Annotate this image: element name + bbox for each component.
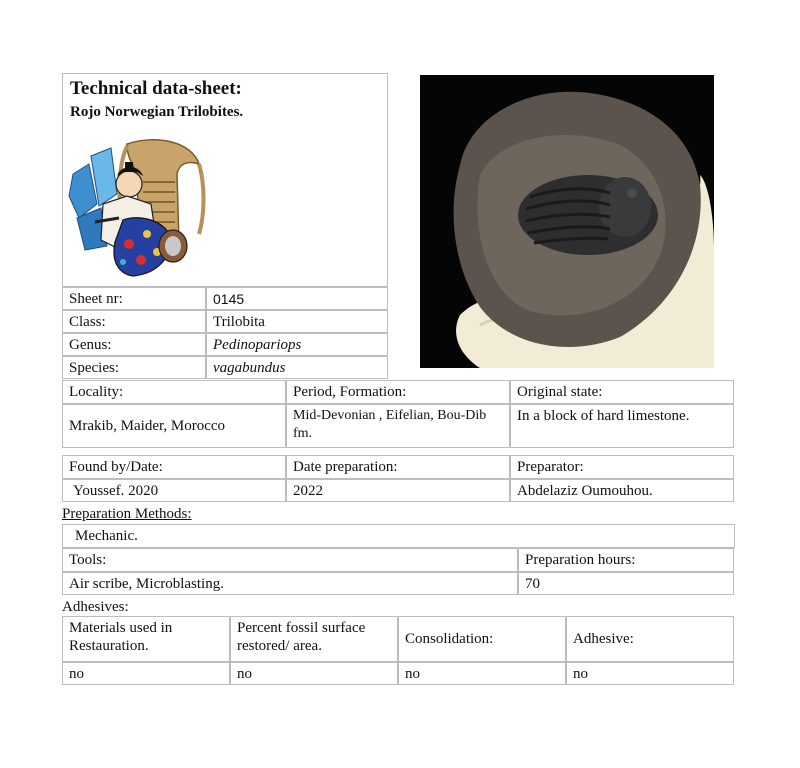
percent-value: no	[230, 662, 398, 685]
samurai-trilobite-logo	[67, 134, 207, 284]
state-value: In a block of hard limestone.	[510, 404, 734, 448]
consolidation-header	[398, 616, 566, 662]
tools-label: Tools:	[62, 548, 518, 572]
date-label: Date preparation:	[286, 455, 510, 479]
adhesives-heading: Adhesives:	[62, 599, 129, 615]
adhesive-value: no	[566, 662, 734, 685]
methods-value: Mechanic.	[62, 524, 735, 548]
locality-text: Mrakib, Maider, Morocco	[69, 418, 226, 434]
species-value: vagabundus	[206, 356, 388, 379]
consolidation-value: no	[398, 662, 566, 685]
adhesive-text: Adhesive:	[573, 631, 634, 647]
found-value: Youssef. 2020	[62, 479, 286, 502]
preparation-methods-heading: Preparation Methods:	[62, 506, 192, 522]
hours-value: 70	[518, 572, 734, 595]
found-label: Found by/Date:	[62, 455, 286, 479]
samurai-head	[116, 171, 142, 197]
period-label: Period, Formation:	[286, 380, 510, 404]
crystal-shape	[69, 164, 97, 218]
tools-value: Air scribe, Microblasting.	[62, 572, 518, 595]
materials-value: no	[62, 662, 230, 685]
class-label: Class:	[62, 310, 206, 333]
hours-label: Preparation hours:	[518, 548, 734, 572]
genus-label: Genus:	[62, 333, 206, 356]
sheet-nr-label: Sheet nr:	[62, 287, 206, 310]
header-box	[62, 73, 388, 287]
species-label: Species:	[62, 356, 206, 379]
materials-header: Materials used in Restauration.	[62, 616, 230, 662]
adhesive-header	[566, 616, 734, 662]
date-value: 2022	[286, 479, 510, 502]
sheet-title: Technical data-sheet:	[70, 78, 242, 99]
locality-label: Locality:	[62, 380, 286, 404]
class-value: Trilobita	[206, 310, 388, 333]
period-value: Mid-Devonian , Eifelian, Bou-Dib fm.	[286, 404, 510, 448]
state-label: Original state:	[510, 380, 734, 404]
sheet-nr-value: 0145	[206, 287, 388, 310]
preparator-label: Preparator:	[510, 455, 734, 479]
genus-value: Pedinopariops	[206, 333, 388, 356]
sheet-subtitle: Rojo Norwegian Trilobites.	[70, 104, 244, 120]
consolidation-text: Consolidation:	[405, 631, 494, 647]
locality-value	[62, 404, 286, 448]
trilobite-photo	[420, 75, 714, 368]
percent-header: Percent fossil surface restored/ area.	[230, 616, 398, 662]
preparator-value: Abdelaziz Oumouhou.	[510, 479, 734, 502]
